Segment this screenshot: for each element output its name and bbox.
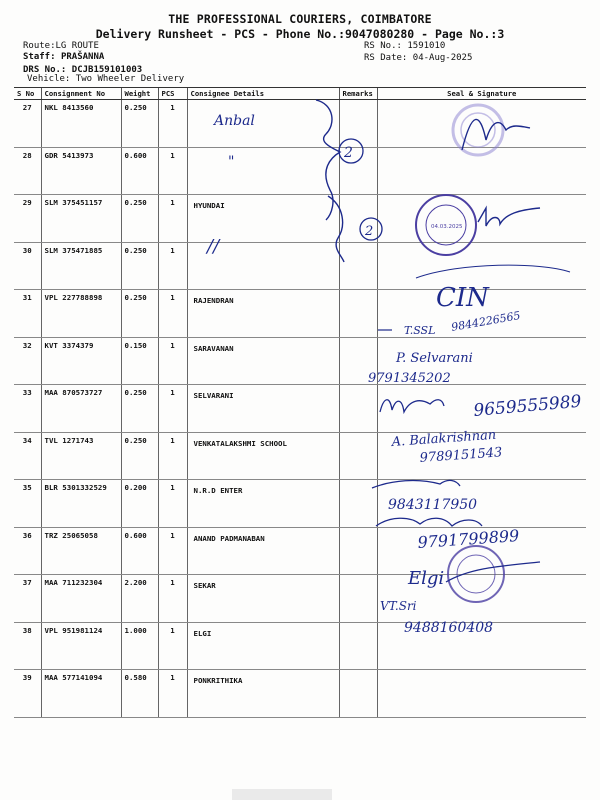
rs-date-value: 04-Aug-2025 (412, 53, 473, 63)
cell-sno: 37 (14, 575, 41, 623)
phone-row35: 9789151543 (419, 445, 503, 466)
cell-remarks (339, 195, 377, 243)
cell-seal (377, 527, 586, 575)
staff-value: PRAŠANNA (60, 52, 105, 62)
cell-weight: 2.200 (121, 575, 158, 623)
cell-sno: 31 (14, 290, 41, 338)
cell-weight: 0.580 (121, 670, 158, 718)
cell-consignment: MAA 870573727 (41, 385, 121, 433)
cell-sno: 33 (14, 385, 41, 433)
cell-seal (377, 290, 586, 338)
bleed-through-mark (232, 789, 332, 800)
ditto-mark-row28: " (228, 154, 235, 170)
rs-no-value: 1591010 (407, 41, 446, 51)
phone-row33: 9791345202 (368, 371, 451, 386)
cell-consignment: BLR 5301332529 (41, 480, 121, 528)
cell-pcs: 1 (158, 527, 187, 575)
col-header-weight: Weight (121, 88, 158, 100)
cell-weight: 0.250 (121, 290, 158, 338)
drs-label: DRS No.: (23, 65, 67, 75)
cell-consignee: PONKRITHIKA (187, 670, 339, 718)
cell-consignee: ANAND PADMANABAN (187, 527, 339, 575)
cell-remarks (339, 147, 377, 195)
company-title: THE PROFESSIONAL COURIERS, COIMBATORE (168, 12, 432, 26)
cell-weight: 1.000 (121, 622, 158, 670)
cell-consignment: GDR 5413973 (41, 147, 121, 195)
cell-consignee: VENKATALAKSHMI SCHOOL (187, 432, 339, 480)
cell-seal (377, 195, 586, 243)
handwritten-cin: CIN (436, 283, 489, 313)
cell-remarks (339, 290, 377, 338)
phone-row36: 9843117950 (388, 497, 478, 513)
cell-seal (377, 670, 586, 718)
cell-consignee: SARAVANAN (187, 337, 339, 385)
header-right-block (364, 41, 472, 64)
cell-seal (377, 432, 586, 480)
cell-sno: 27 (14, 100, 41, 148)
cell-consignment: TVL 1271743 (41, 432, 121, 480)
cell-consignment: MAA 711232304 (41, 575, 121, 623)
table-row (14, 100, 586, 148)
phone-row37: 9791799899 (416, 525, 520, 552)
cell-remarks (339, 100, 377, 148)
cell-weight: 0.250 (121, 385, 158, 433)
cell-seal (377, 147, 586, 195)
cell-pcs: 1 (158, 242, 187, 290)
table-header-row (14, 88, 586, 100)
cell-seal (377, 622, 586, 670)
phone-row34: 9659555989 (472, 391, 583, 421)
cell-consignment: SLM 375451157 (41, 195, 121, 243)
cell-remarks (339, 670, 377, 718)
cell-weight: 0.600 (121, 147, 158, 195)
cell-remarks (339, 527, 377, 575)
cell-seal (377, 100, 586, 148)
cell-consignee: HYUNDAI (187, 195, 339, 243)
cell-weight: 0.250 (121, 432, 158, 480)
cell-consignment: MAA 577141094 (41, 670, 121, 718)
cell-sno: 38 (14, 622, 41, 670)
cell-remarks (339, 337, 377, 385)
cell-pcs: 1 (158, 480, 187, 528)
cell-pcs: 1 (158, 195, 187, 243)
staff-label: Staff: (23, 52, 56, 62)
circled-number: 2 (344, 145, 353, 161)
cell-consignee (187, 242, 339, 290)
vehicle-value: Two Wheeler Delivery (75, 74, 185, 84)
table-row (14, 290, 586, 338)
cell-remarks (339, 432, 377, 480)
phone-row32: 9844226565 (450, 308, 522, 334)
cell-consignment: NKL 8413560 (41, 100, 121, 148)
cell-remarks (339, 622, 377, 670)
cell-sno: 32 (14, 337, 41, 385)
cell-consignee: SELVARANI (187, 385, 339, 433)
col-header-seal: Seal & Signature (377, 88, 586, 100)
cell-pcs: 1 (158, 147, 187, 195)
cell-remarks (339, 385, 377, 433)
table-row (14, 385, 586, 433)
cell-seal (377, 385, 586, 433)
cell-pcs: 1 (158, 622, 187, 670)
col-header-consignee: Consignee Details (187, 88, 339, 100)
cell-seal (377, 242, 586, 290)
name-row33: P. Selvarani (396, 351, 473, 366)
name-row39: VT.Sri (380, 599, 417, 613)
vehicle-label: Vehicle: (27, 74, 71, 84)
cell-seal (377, 575, 586, 623)
route-label: Route: (23, 41, 56, 51)
cell-weight: 0.250 (121, 195, 158, 243)
table-row (14, 670, 586, 718)
cell-consignee (187, 147, 339, 195)
name-row35: A. Balakrishnan (391, 427, 497, 450)
drs-value: DCJB159101003 (71, 65, 143, 75)
table-row (14, 147, 586, 195)
cell-sno: 35 (14, 480, 41, 528)
cell-seal (377, 480, 586, 528)
cell-weight: 0.150 (121, 337, 158, 385)
ditto-mark-row30: // (207, 236, 220, 257)
cell-pcs: 1 (158, 337, 187, 385)
runsheet-table (14, 87, 586, 718)
cell-consignment: TRZ 25065058 (41, 527, 121, 575)
cell-pcs: 1 (158, 385, 187, 433)
cell-consignment: KVT 3374379 (41, 337, 121, 385)
rs-no-label: RS No.: (364, 41, 402, 51)
cell-sno: 28 (14, 147, 41, 195)
cell-pcs: 1 (158, 290, 187, 338)
table-row (14, 337, 586, 385)
cell-sno: 30 (14, 242, 41, 290)
table-row (14, 575, 586, 623)
cell-remarks (339, 242, 377, 290)
table-row (14, 432, 586, 480)
cell-remarks (339, 480, 377, 528)
cell-seal (377, 337, 586, 385)
handwritten-note-row27: Anbal (214, 113, 255, 129)
table-row (14, 622, 586, 670)
cell-consignee: RAJENDRAN (187, 290, 339, 338)
cell-consignee: ELGI (187, 622, 339, 670)
signature-row32: T.SSL (404, 324, 436, 337)
route-value: LG ROUTE (55, 41, 99, 51)
col-header-consignment: Consignment No (41, 88, 121, 100)
table-row (14, 242, 586, 290)
cell-sno: 39 (14, 670, 41, 718)
cell-weight: 0.600 (121, 527, 158, 575)
cell-weight: 0.250 (121, 100, 158, 148)
cell-sno: 34 (14, 432, 41, 480)
cell-pcs: 1 (158, 670, 187, 718)
cell-consignment: VPL 227788898 (41, 290, 121, 338)
cell-consignment: VPL 951981124 (41, 622, 121, 670)
cell-consignment: SLM 375471885 (41, 242, 121, 290)
signature-row38: Elgi (408, 568, 445, 589)
vehicle-line (27, 74, 184, 85)
cell-pcs: 1 (158, 432, 187, 480)
runsheet-subtitle: Delivery Runsheet - PCS - Phone No.:9047080280 - Page No.:3 (95, 27, 505, 41)
cell-sno: 29 (14, 195, 41, 243)
table-row (14, 480, 586, 528)
col-header-remarks: Remarks (339, 88, 377, 100)
cell-weight: 0.250 (121, 242, 158, 290)
rs-date-label: RS Date: (364, 53, 408, 63)
col-header-sno: S No (14, 88, 41, 100)
circled-number: 2 (365, 224, 374, 239)
phone-row39: 9488160408 (404, 620, 494, 636)
header-left-block (23, 41, 142, 76)
cell-pcs: 1 (158, 575, 187, 623)
cell-consignee (187, 100, 339, 148)
cell-pcs: 1 (158, 100, 187, 148)
table-row (14, 195, 586, 243)
table-row (14, 527, 586, 575)
cell-consignee: SEKAR (187, 575, 339, 623)
cell-sno: 36 (14, 527, 41, 575)
col-header-pcs: PCS (158, 88, 187, 100)
cell-weight: 0.200 (121, 480, 158, 528)
stamp-date: 04.03.2025 (431, 224, 463, 230)
cell-remarks (339, 575, 377, 623)
cell-consignee: N.R.D ENTER (187, 480, 339, 528)
